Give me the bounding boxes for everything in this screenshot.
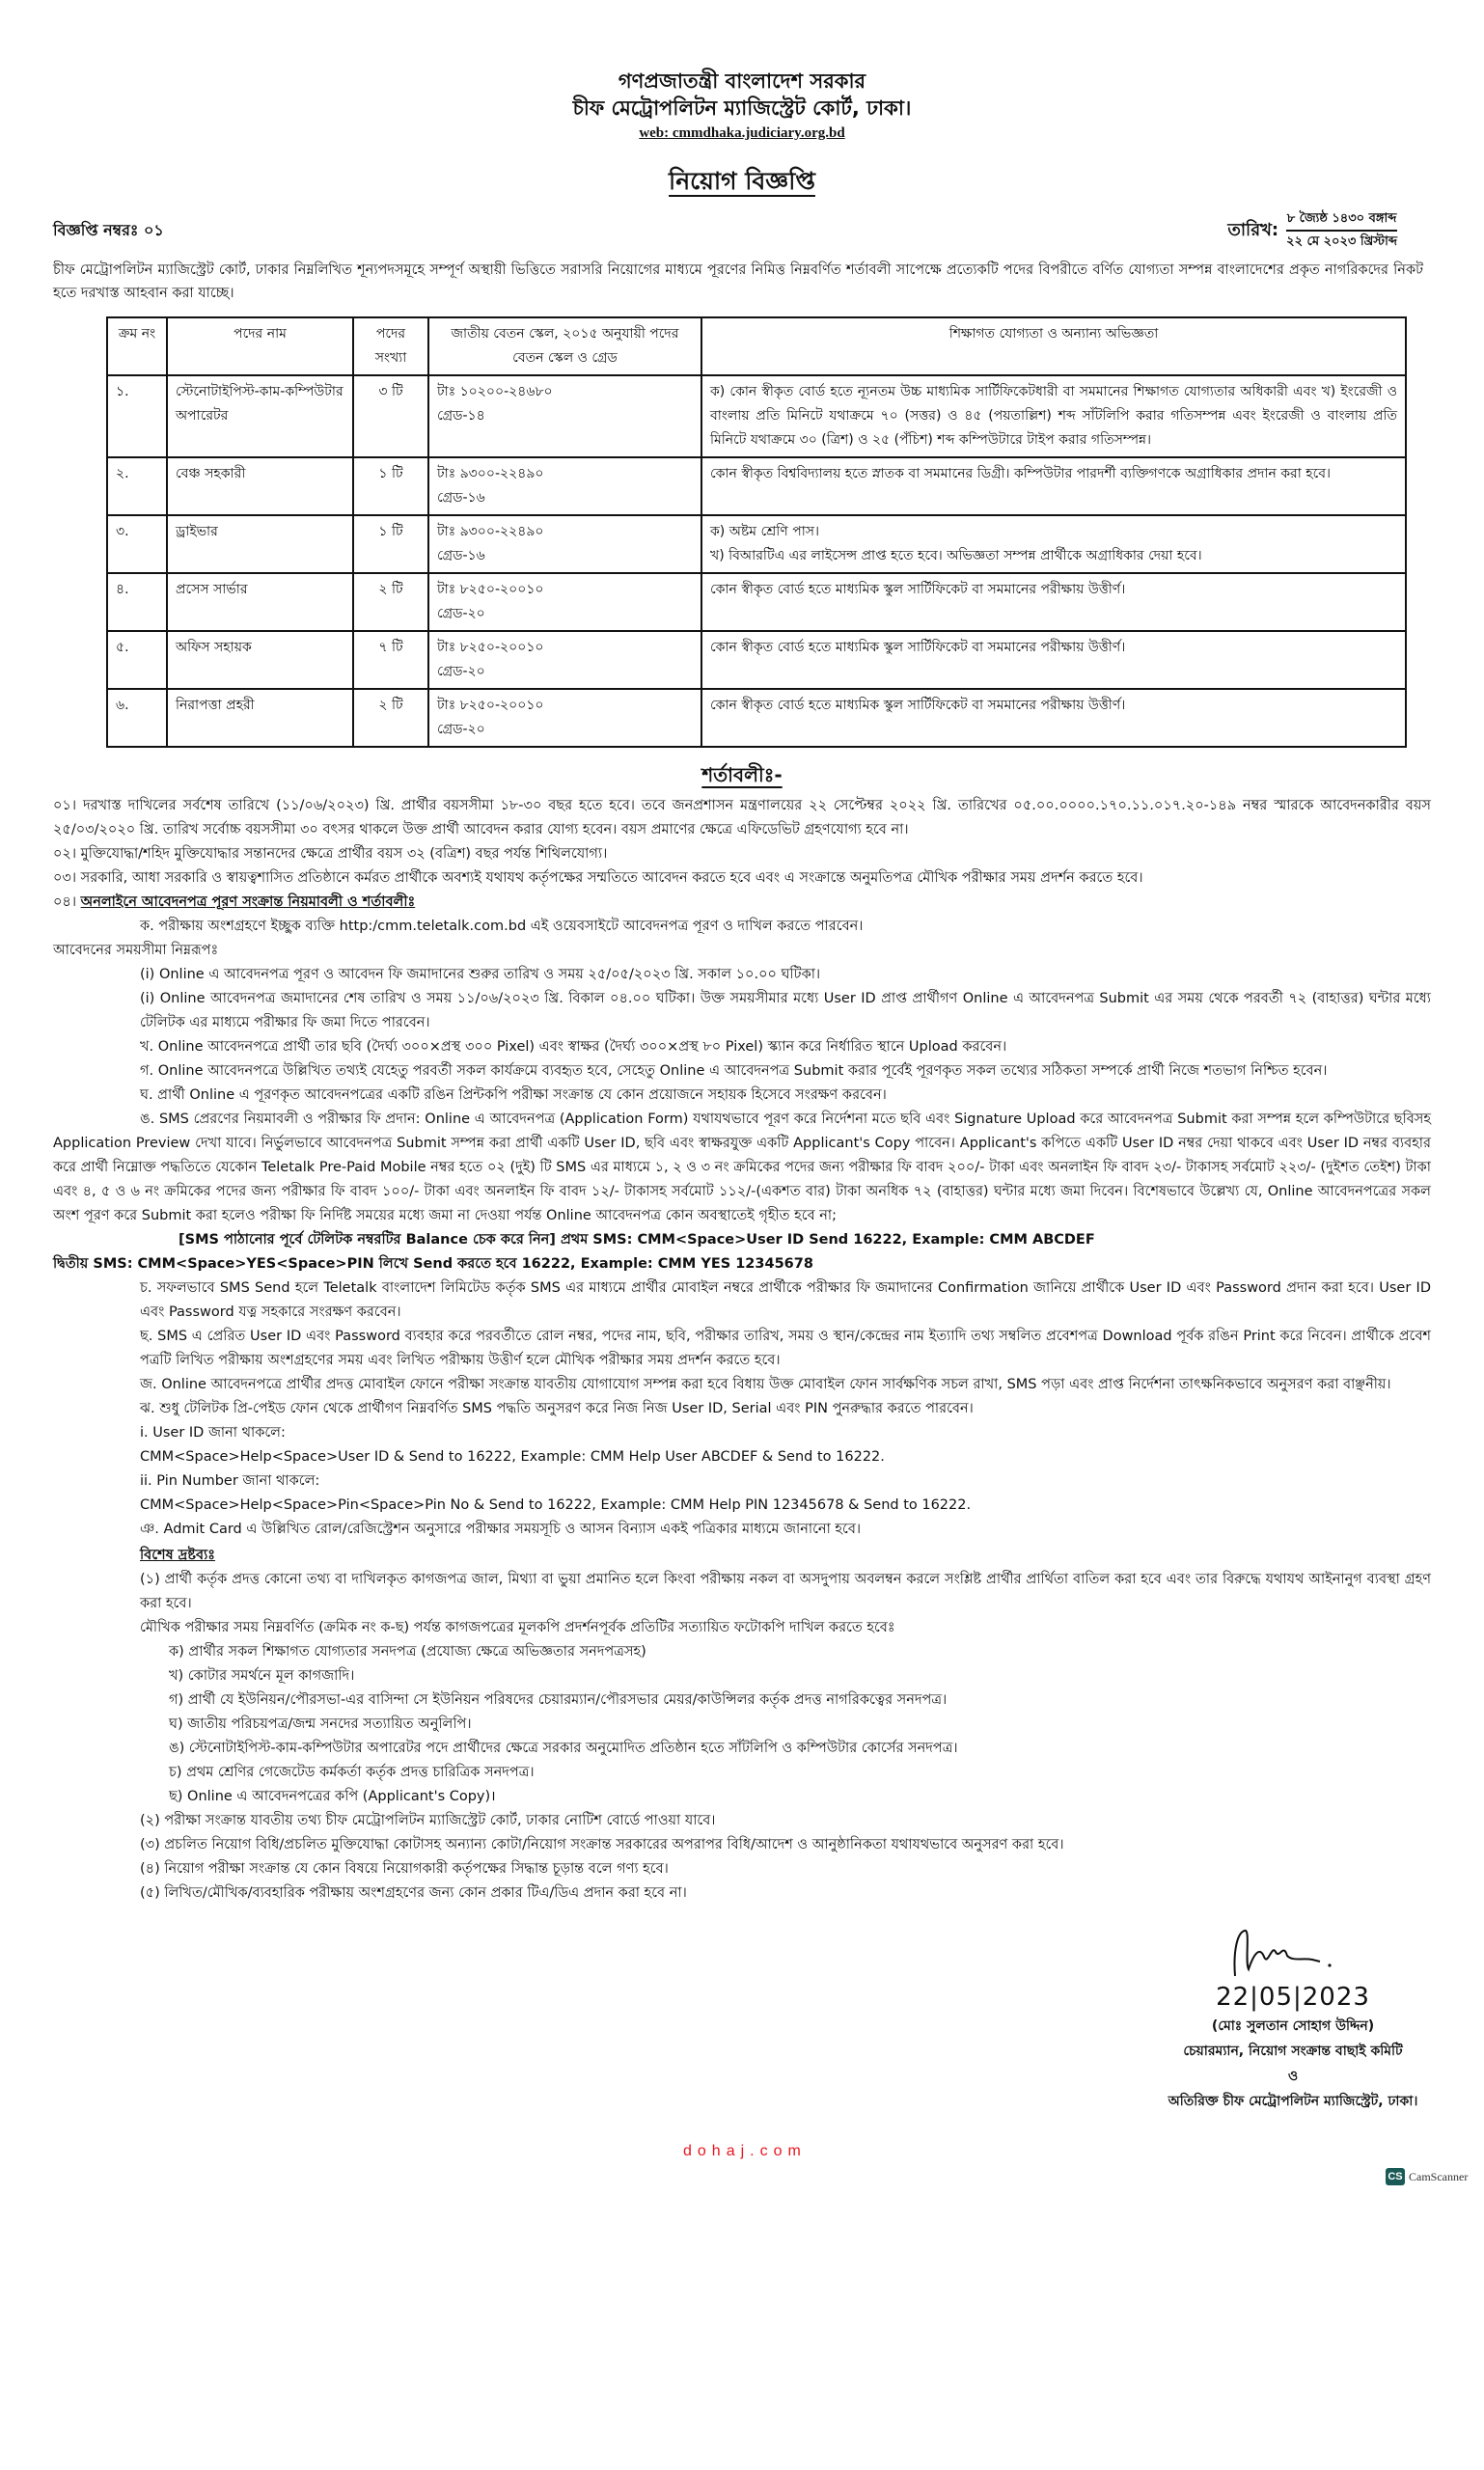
col-header-scale: জাতীয় বেতন স্কেল, ২০১৫ অনুযায়ী পদের বেতন স্কেল ও গ্রেড	[428, 317, 701, 375]
deadline-title: আবেদনের সময়সীমা নিম্নরূপঃ	[53, 943, 219, 958]
notice-bar	[53, 210, 1397, 251]
scale-value: টাঃ ৮২৫০-২০০১০	[437, 640, 544, 655]
camscanner-icon: CS	[1386, 2168, 1405, 2185]
cell-count: ১ টি	[353, 515, 428, 573]
government-name: গণপ্রজাতন্ত্রী বাংলাদেশ সরকার	[618, 69, 866, 93]
condition-04-title: অনলাইনে আবেদনপত্র পূরণ সংক্রান্ত নিয়মাবলী ও শর্তাবলীঃ	[80, 894, 416, 910]
sms-second: দ্বিতীয় SMS: CMM<Space>YES<Space>PIN লিখে Send করতে হবে 16222, Example: CMM YES 12345678	[53, 1256, 813, 1272]
cell-post: অফিস সহায়ক	[167, 631, 353, 689]
userid-recovery-command: CMM<Space>Help<Space>User ID & Send to 16222, Example: CMM Help User ABCDEF & Send to 16222.	[140, 1449, 885, 1465]
scanner-badge	[1386, 2168, 1468, 2185]
deadline-start: (i) Online এ আবেদনপত্র পূরণ ও আবেদন ফি জমাদানের শুরুর তারিখ ও সময় ২৫/০৫/২০২৩ খ্রি. সকাল ১০.০০ ঘটিকা।	[140, 967, 821, 982]
cell-scale	[428, 375, 701, 457]
cell-post: বেঞ্চ সহকারী	[167, 457, 353, 515]
signatory-block	[1023, 2014, 1484, 2114]
online-rule-kha: খ. Online আবেদনপত্রে প্রার্থী তার ছবি (দৈর্ঘ্য ৩০০×প্রস্থ ৩০০ Pixel) এবং স্বাক্ষর (দৈর্ঘ্য ৩০০×প্রস্থ ৮০ Pixel) স্ক্যান করে নির্ধারিত স্থানে Upload করবেন।	[140, 1039, 1007, 1055]
signatory-designation-2: অতিরিক্ত চীফ মেট্রোপলিটন ম্যাজিস্ট্রেট, ঢাকা।	[1168, 2094, 1418, 2109]
cell-scale	[428, 457, 701, 515]
special-note-5: (৫) লিখিত/মৌখিক/ব্যবহারিক পরীক্ষায় অংশগ্রহণের জন্য কোন প্রকার টিএ/ডিএ প্রদান করা হবে না।	[140, 1885, 687, 1901]
cell-qualification: কোন স্বীকৃত বোর্ড হতে মাধ্যমিক স্কুল সার্টিফিকেট বা সমমানের পরীক্ষায় উত্তীর্ণ।	[701, 573, 1406, 631]
viva-document-item: ঘ) জাতীয় পরিচয়পত্র/জন্ম সনদের সত্যায়িত অনুলিপি।	[169, 1716, 472, 1732]
online-rule-chha: ছ. SMS এ প্রেরিত User ID এবং Password ব্যবহার করে পরবর্তীতে রোল নম্বর, পদের নাম, ছবি, পরীক্ষার তারিখ, সময় ও স্থান/কেন্দ্রের নাম ইত্যাদি তথ্য সম্বলিত প্রবেশপত্র Download পূর্বক রঙিন Print করে নিবেন। প্রার্থীকে প্রবেশ পত্রটি লিখিত পরীক্ষায় অংশগ্রহণের সময় এবং লিখিত পরীক্ষায় উত্তীর্ণ হলে মৌখিক পরীক্ষার সময় প্রদর্শন করতে হবে।	[140, 1329, 1431, 1368]
notice-number: বিজ্ঞপ্তি নম্বরঃ ০১	[53, 220, 164, 239]
cell-serial: ৫.	[107, 631, 167, 689]
online-rule-ja: জ. Online আবেদনপত্রে প্রার্থীর প্রদত্ত মোবাইল ফোনে পরীক্ষা সংক্রান্ত যাবতীয় যোগাযোগ সম্পন্ন করা হবে বিধায় উক্ত মোবাইল ফোন সার্বক্ষণিক সচল রাখা, SMS পড়া এবং প্রাপ্ত নির্দেশনা তাৎক্ষনিকভাবে অনুসরণ করা বাঞ্ছনীয়।	[140, 1377, 1391, 1392]
online-rule-cha: চ. সফলভাবে SMS Send হলে Teletalk বাংলাদেশ লিমিটেড কর্তৃক SMS এর মাধ্যমে প্রার্থীর মোবাইল নম্বরে প্রার্থীকে পরীক্ষার ফি জমাদানের Confirmation জানিয়ে প্রার্থীকে User ID এবং Password প্রদান করা হবে। User ID এবং Password যত্ন সহকারে সংরক্ষণ করবেন।	[140, 1280, 1431, 1320]
posts-table	[106, 316, 1407, 748]
online-rule-gha: ঘ. প্রার্থী Online এ পূরণকৃত আবেদনপত্রের একটি রঙিন প্রিন্টকপি পরীক্ষা সংক্রান্ত যে কোন প্রয়োজনে সহায়ক হিসেবে সংরক্ষণ করবেন।	[140, 1087, 887, 1103]
date-block	[1286, 210, 1397, 251]
cell-scale	[428, 631, 701, 689]
special-note-2: (২) পরীক্ষা সংক্রান্ত যাবতীয় তথ্য চীফ মেট্রোপলিটন ম্যাজিস্ট্রেট কোর্ট, ঢাকার নোটিশ বোর্ডে পাওয়া যাবে।	[140, 1813, 716, 1828]
col-header-qualification: শিক্ষাগত যোগ্যতা ও অন্যান্য অভিজ্ঞতা	[701, 317, 1406, 375]
userid-recovery-title: i. User ID জানা থাকলে:	[140, 1425, 286, 1441]
cell-count: ১ টি	[353, 457, 428, 515]
cell-scale	[428, 515, 701, 573]
cell-count: ২ টি	[353, 689, 428, 747]
signatory-designation-1: চেয়ারম্যান, নিয়োগ সংক্রান্ত বাছাই কমিটি	[1183, 2044, 1403, 2059]
cell-scale	[428, 689, 701, 747]
cell-serial: ২.	[107, 457, 167, 515]
col-header-post: পদের নাম	[167, 317, 353, 375]
table-row	[107, 689, 1406, 747]
table-row	[107, 457, 1406, 515]
online-rule-ya: ঞ. Admit Card এ উল্লিখিত রোল/রেজিস্ট্রেশন অনুসারে পরীক্ষার সময়সূচি ও আসন বিন্যাস একই পত্রিকার মাধ্যমে জানানো হবে।	[140, 1522, 862, 1537]
pin-recovery-title: ii. Pin Number জানা থাকলে:	[140, 1473, 320, 1489]
scale-value: টাঃ ৮২৫০-২০০১০	[437, 698, 544, 713]
condition-03: ০৩। সরকারি, আধা সরকারি ও স্বায়ত্বশাসিত প্রতিষ্ঠানে কর্মরত প্রার্থীকে অবশ্যই যথাযথ কর্তৃপক্ষের সম্মতিতে আবেদন করতে হবে এবং এ সংক্রান্তে অনুমতিপত্র মৌখিক পরীক্ষার সময় প্রদর্শন করতে হবে।	[53, 870, 1143, 886]
cell-count: ৭ টি	[353, 631, 428, 689]
condition-01: ০১। দরখাস্ত দাখিলের সর্বশেষ তারিখে (১১/০৬/২০২৩) খ্রি. প্রার্থীর বয়সসীমা ১৮-৩০ বছর হতে হবে। তবে জনপ্রশাসন মন্ত্রণালয়ের ২২ সেপ্টেম্বর ২০২২ খ্রি. তারিখের ০৫.০০.০০০০.১৭০.১১.০১৭.২০-১৪৯ নম্বর স্মারকে আবেদনকারীর বয়স ২৫/০৩/২০২০ খ্রি. তারিখ সর্বোচ্চ বয়সসীমা ৩০ বৎসর থাকলে উক্ত প্রার্থী আবেদন করার যোগ্য হবেন। বয়স প্রমাণের ক্ষেত্রে এফিডেভিট গ্রহণযোগ্য হবে না।	[53, 798, 1431, 837]
cell-post: প্রসেস সার্ভার	[167, 573, 353, 631]
online-rule-ka: ক. পরীক্ষায় অংশগ্রহণে ইচ্ছুক ব্যক্তি http:/cmm.teletalk.com.bd এই ওয়েবসাইটে আবেদনপত্র পূরণ ও দাখিল করতে পারবেন।	[140, 919, 864, 934]
signatory-name: (মোঃ সুলতান সোহাগ উদ্দিন)	[1211, 2018, 1375, 2034]
col-header-count: পদের সংখ্যা	[353, 317, 428, 375]
cell-count: ২ টি	[353, 573, 428, 631]
cell-post: নিরাপত্তা প্রহরী	[167, 689, 353, 747]
grade-value: গ্রেড-১৪	[437, 408, 485, 424]
condition-02: ০২। মুক্তিযোদ্ধা/শহিদ মুক্তিযোদ্ধার সন্তানদের ক্ষেত্রে প্রার্থীর বয়স ৩২ (বত্রিশ) বছর পর্যন্ত শিথিলযোগ্য।	[53, 846, 608, 862]
conditions-title	[0, 761, 1484, 788]
page-title-text: নিয়োগ বিজ্ঞপ্তি	[669, 167, 815, 195]
viva-document-item: গ) প্রার্থী যে ইউনিয়ন/পৌরসভা-এর বাসিন্দা সে ইউনিয়ন পরিষদের চেয়ারম্যান/পৌরসভার মেয়র/কাউন্সিলর কর্তৃক প্রদত্ত নাগরিকত্বের সনদপত্র।	[169, 1692, 948, 1708]
sms-first: [SMS পাঠানোর পূর্বে টেলিটক নম্বরটির Balance চেক করে নিন] প্রথম SMS: CMM<Space>User ID Send 16222, Example: CMM ABCDEF	[179, 1232, 1095, 1248]
pin-recovery-command: CMM<Space>Help<Space>Pin<Space>Pin No & Send to 16222, Example: CMM Help PIN 12345678 & Send to 16222.	[140, 1497, 972, 1513]
website-link[interactable]: web: cmmdhaka.judiciary.org.bd	[639, 125, 845, 141]
grade-value: গ্রেড-২০	[437, 664, 485, 679]
viva-document-item: ছ) Online এ আবেদনপত্রের কপি (Applicant's Copy)।	[169, 1789, 496, 1804]
online-rule-uma: ঙ. SMS প্রেরণের নিয়মাবলী ও পরীক্ষার ফি প্রদান: Online এ আবেদনপত্র (Application Form) যথাযথভাবে পূরণ করে নির্দেশনা মতে ছবি এবং Signature Upload করে আবেদনপত্র Submit করা সম্পন্ন হলে কম্পিউটারে ছবিসহ Application Preview দেখা যাবে। নির্ভুলভাবে আবেদনপত্র Submit সম্পন্ন করা প্রার্থী একটি User ID, ছবি এবং স্বাক্ষরযুক্ত একটি Applicant's Copy পাবেন। Applicant's কপিতে একটি User ID নম্বর দেয়া থাকবে এবং User ID নম্বর ব্যবহার করে প্রার্থী নিম্নোক্ত পদ্ধতিতে যেকোন Teletalk Pre-Paid Mobile নম্বর হতে ০২ (দুই) টি SMS এর মাধ্যমে ১, ২ ও ৩ নং ক্রমিকের পদের জন্য পরীক্ষার ফি বাবদ ২০০/- টাকা এবং অনলাইন ফি বাবদ ২৩/- টাকাসহ সর্বমোট ২২৩/- (দুইশত তেইশ) টাকা এবং ৪, ৫ ও ৬ নং ক্রমিকের পদের জন্য পরীক্ষার ফি বাবদ ১০০/- টাকা এবং অনলাইন ফি বাবদ ১২/- টাকাসহ সর্বমোট ১১২/-(একশত বার) টাকা অনধিক ৭২ (বাহাত্তর) ঘন্টার মধ্যে জমা দিবেন। বিশেষভাবে উল্লেখ্য যে, Online আবেদনপত্রের সকল অংশ পূরণ করে Submit করা হলেও পরীক্ষা ফি নির্দিষ্ট সময়ের মধ্যে জমা না দেওয়া পর্যন্ত Online আবেদনপত্র কোন অবস্থাতেই গৃহীত হবে না;	[53, 1112, 1431, 1223]
conditions-body	[53, 794, 1431, 1906]
cell-serial: ৩.	[107, 515, 167, 573]
watermark-text: dohaj.com	[683, 2143, 807, 2159]
conditions-title-text: শর্তাবলীঃ-	[701, 763, 783, 786]
signoff-area	[0, 1923, 1484, 2114]
intro-paragraph: চীফ মেট্রোপলিটন ম্যাজিস্ট্রেট কোর্ট, ঢাকার নিম্নলিখিত শূন্যপদসমূহে সম্পূর্ণ অস্থায়ী ভিত্তিতে সরাসরি নিয়োগের মাধ্যমে পূরণের নিমিত্ত নিম্নবর্ণিত শর্তাবলী সাপেক্ষে প্রত্যেকটি পদের বিপরীতে বর্ণিত যোগ্যতা সম্পন্ন বাংলাদেশের প্রকৃত নাগরিকদের নিকট হতে দরখাস্ত আহবান করা যাচ্ছে।	[53, 262, 1423, 301]
cell-post: স্টেনোটাইপিস্ট-কাম-কম্পিউটার অপারেটর	[167, 375, 353, 457]
col-header-serial: ক্রম নং	[107, 317, 167, 375]
table-row	[107, 631, 1406, 689]
condition-04	[53, 891, 1431, 915]
office-name: চীফ মেট্রোপলিটন ম্যাজিস্ট্রেট কোর্ট, ঢাকা।	[572, 96, 912, 120]
page-footer	[0, 2143, 1484, 2201]
grade-value: গ্রেড-১৬	[437, 548, 485, 563]
date-label: তারিখ:	[1227, 219, 1279, 240]
cell-qualification: কোন স্বীকৃত বোর্ড হতে মাধ্যমিক স্কুল সার্টিফিকেট বা সমমানের পরীক্ষায় উত্তীর্ণ।	[701, 689, 1406, 747]
scale-value: টাঃ ৮২৫০-২০০১০	[437, 582, 544, 597]
cell-qualification	[701, 515, 1406, 573]
table-row	[107, 573, 1406, 631]
scale-value: টাঃ ১০২০০-২৪৬৮০	[437, 384, 553, 399]
signature-date: 22|05|2023	[1216, 1983, 1370, 2012]
special-notes-title: বিশেষ দ্রষ্টব্যঃ	[140, 1548, 216, 1563]
date-wrapper	[1227, 210, 1397, 251]
cell-qualification: কোন স্বীকৃত বোর্ড হতে মাধ্যমিক স্কুল সার্টিফিকেট বা সমমানের পরীক্ষায় উত্তীর্ণ।	[701, 631, 1406, 689]
grade-value: গ্রেড-২০	[437, 606, 485, 621]
page-title	[0, 166, 1484, 197]
viva-documents-intro: মৌখিক পরীক্ষার সময় নিম্নবর্ণিত (ক্রমিক নং ক-ছ) পর্যন্ত কাগজপত্রের মূলকপি প্রদর্শনপূর্বক প্রতিটির সত্যায়িত ফটোকপি দাখিল করতে হবেঃ	[140, 1620, 895, 1635]
cell-count: ৩ টি	[353, 375, 428, 457]
signature-mark-icon	[1216, 1923, 1370, 1981]
deadline-end: (i) Online আবেদনপত্র জমাদানের শেষ তারিখ ও সময় ১১/০৬/২০২৩ খ্রি. বিকাল ০৪.০০ ঘটিকা। উক্ত সময়সীমার মধ্যে User ID প্রাপ্ত প্রার্থীগণ Online এ আবেদনপত্র Submit এর সময় থেকে পরবর্তী ৭২ (বাহাত্তর) ঘন্টার মধ্যে টেলিটক এর মাধ্যমে পরীক্ষার ফি জমা দিতে পারবেন।	[140, 991, 1431, 1030]
cell-serial: ৪.	[107, 573, 167, 631]
date-bangla: ৮ জ্যৈষ্ঠ ১৪৩০ বঙ্গাব্দ	[1286, 210, 1397, 232]
online-rule-ga: গ. Online আবেদনপত্রে উল্লিখিত তথ্যই যেহেতু পরবর্তী সকল কার্যক্রমে ব্যবহৃত হবে, সেহেতু Online এ আবেদনপত্র Submit করার পূর্বেই পূরণকৃত সকল তথ্যের সঠিকতা সম্পর্কে প্রার্থী নিজে শতভাগ নিশ্চিত হবেন।	[140, 1063, 1328, 1079]
posts-table-wrapper	[106, 316, 1405, 748]
cell-qualification: কোন স্বীকৃত বিশ্ববিদ্যালয় হতে স্নাতক বা সমমানের ডিগ্রী। কম্পিউটার পারদর্শী ব্যক্তিগণকে অগ্রাধিকার প্রদান করা হবে।	[701, 457, 1406, 515]
special-note-4: (৪) নিয়োগ পরীক্ষা সংক্রান্ত যে কোন বিষয়ে নিয়োগকারী কর্তৃপক্ষের সিদ্ধান্ত চূড়ান্ত বলে গণ্য হবে।	[140, 1861, 669, 1877]
viva-document-item: চ) প্রথম শ্রেণির গেজেটেড কর্মকর্তা কর্তৃক প্রদত্ত চারিত্রিক সনদপত্র।	[169, 1765, 535, 1780]
cell-post: ড্রাইভার	[167, 515, 353, 573]
qualification-line: ক) অষ্টম শ্রেণি পাস।	[710, 524, 820, 539]
signatory-and: ও	[1287, 2069, 1299, 2084]
cell-serial: ১.	[107, 375, 167, 457]
cell-serial: ৬.	[107, 689, 167, 747]
signoff-column	[1023, 1923, 1484, 2114]
condition-04-number: ০৪।	[53, 894, 81, 910]
cell-qualification: ক) কোন স্বীকৃত বোর্ড হতে ন্যূনতম উচ্চ মাধ্যমিক সার্টিফিকেটধারী বা সমমানের শিক্ষাগত যোগ্যতার অধিকারী এবং খ) ইংরেজী ও বাংলায় প্রতি মিনিটে যথাক্রমে ৭০ (সত্তর) ও ৪৫ (পয়তাল্লিশ) শব্দ সাঁটলিপি করার গতিসম্পন্ন এবং ইংরেজী ও বাংলায় প্রতি মিনিটে যথাক্রমে ৩০ (ত্রিশ) ও ২৫ (পঁচিশ) শব্দ কম্পিউটারে টাইপ করার গতিসম্পন্ন।	[701, 375, 1406, 457]
online-rule-jha: ঝ. শুধু টেলিটক প্রি-পেইড ফোন থেকে প্রার্থীগণ নিম্নবর্ণিত SMS পদ্ধতি অনুসরণ করে নিজ নিজ User ID, Serial এবং PIN পুনরুদ্ধার করতে পারবেন।	[140, 1401, 974, 1416]
table-row	[107, 515, 1406, 573]
special-note-1: (১) প্রার্থী কর্তৃক প্রদত্ত কোনো তথ্য বা দাখিলকৃত কাগজপত্র জাল, মিথ্যা বা ভুয়া প্রমানিত হলে কিংবা পরীক্ষায় নকল বা অসদুপায় অবলম্বন করলে সংশ্লিষ্ট প্রার্থীর প্রার্থিতা বাতিল করা হবে এবং তার বিরুদ্ধে যথাযথ আইনানুগ ব্যবস্থা গ্রহণ করা হবে।	[140, 1572, 1431, 1611]
table-row	[107, 375, 1406, 457]
grade-value: গ্রেড-১৬	[437, 490, 485, 506]
viva-document-item: ঙ) স্টেনোটাইপিস্ট-কাম-কম্পিউটার অপারেটর পদে প্রার্থীদের ক্ষেত্রে সরকার অনুমোদিত প্রতিষ্ঠান হতে সাঁটলিপি ও কম্পিউটার কোর্সের সনদপত্র।	[169, 1741, 958, 1756]
qualification-line: খ) বিআরটিএ এর লাইসেন্স প্রাপ্ত হতে হবে। অভিজ্ঞতা সম্পন্ন প্রার্থীকে অগ্রাধিকার দেয়া হবে।	[710, 548, 1202, 563]
table-header-row	[107, 317, 1406, 375]
grade-value: গ্রেড-২০	[437, 722, 485, 737]
date-english: ২২ মে ২০২৩ খ্রিস্টাব্দ	[1286, 234, 1397, 249]
cell-scale	[428, 573, 701, 631]
viva-document-item: খ) কোটার সমর্থনে মূল কাগজাদি।	[169, 1668, 355, 1684]
scale-value: টাঃ ৯৩০০-২২৪৯০	[437, 524, 544, 539]
camscanner-label: CamScanner	[1409, 2169, 1469, 2183]
special-note-3: (৩) প্রচলিত নিয়োগ বিধি/প্রচলিত মুক্তিযোদ্ধা কোটাসহ অন্যান্য কোটা/নিয়োগ সংক্রান্ত সরকারের অপরাপর বিধি/আদেশ ও আনুষ্ঠানিকতা যথাযথভাবে অনুসরণ করা হবে।	[140, 1837, 1064, 1852]
viva-document-item: ক) প্রার্থীর সকল শিক্ষাগত যোগ্যতার সনদপত্র (প্রযোজ্য ক্ষেত্রে অভিজ্ঞতার সনদপত্রসহ)	[169, 1644, 646, 1660]
scale-value: টাঃ ৯৩০০-২২৪৯০	[437, 466, 544, 481]
